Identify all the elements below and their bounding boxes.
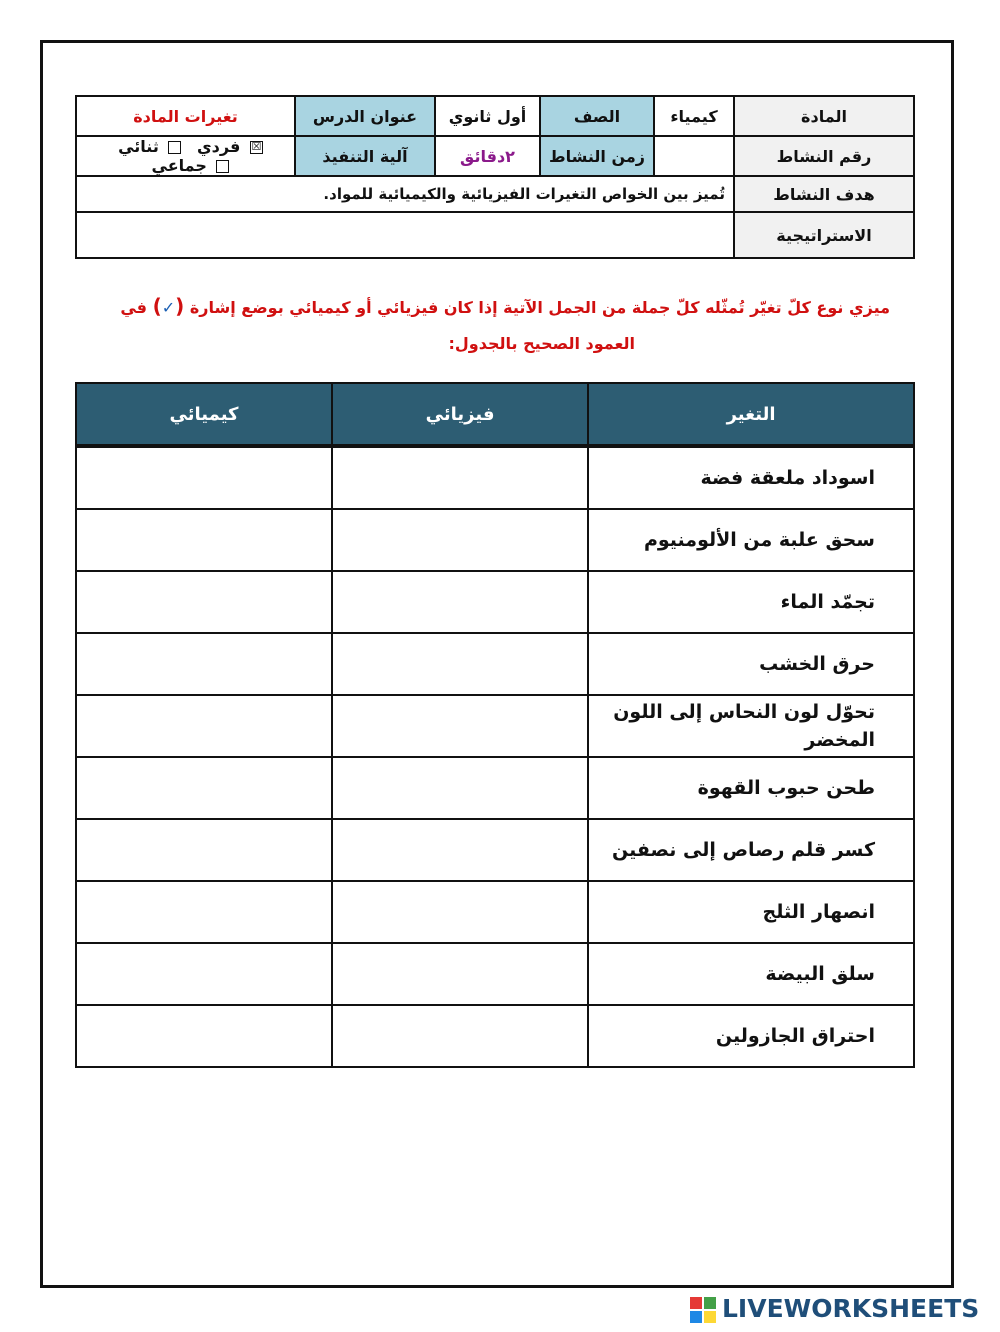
physical-answer-cell[interactable]: [332, 943, 588, 1005]
change-item: انصهار الثلج: [588, 881, 914, 943]
mode-pair-label: ثنائي: [118, 137, 159, 156]
table-row: [76, 695, 914, 757]
column-header-physical: فيزيائي: [332, 383, 588, 446]
table-row: [76, 633, 914, 695]
liveworksheets-logo: [690, 1295, 990, 1323]
activity-info-table: [75, 95, 915, 259]
chemical-answer-cell[interactable]: [76, 446, 332, 509]
mode-pair[interactable]: [118, 137, 181, 156]
logo-square-icon: [704, 1311, 716, 1323]
instruction-line1-end: في: [120, 298, 147, 317]
logo-square-icon: [704, 1297, 716, 1309]
table-row: [76, 943, 914, 1005]
table-row: [76, 446, 914, 509]
change-item: سحق علبة من الألومنيوم: [588, 509, 914, 571]
mode-individual-label: فردي: [197, 137, 241, 156]
grade-label: الصف: [540, 96, 654, 136]
lesson-title-value: تغيرات المادة: [76, 96, 295, 136]
strategy-value[interactable]: [76, 212, 734, 258]
change-item: احتراق الجازولين: [588, 1005, 914, 1067]
checkmark-icon: ✓: [161, 298, 176, 317]
physical-answer-cell[interactable]: [332, 757, 588, 819]
logo-square-icon: [690, 1311, 702, 1323]
mode-group[interactable]: [152, 156, 230, 175]
physical-answer-cell[interactable]: [332, 446, 588, 509]
change-item: كسر قلم رصاص إلى نصفين: [588, 819, 914, 881]
mechanism-label: آلية التنفيذ: [295, 136, 435, 176]
classification-table: [75, 382, 915, 1068]
empty-box-icon: [216, 160, 229, 173]
table-row: [76, 571, 914, 633]
instruction-text: [100, 288, 890, 362]
activity-number-value[interactable]: [654, 136, 734, 176]
chemical-answer-cell[interactable]: [76, 819, 332, 881]
chemical-answer-cell[interactable]: [76, 571, 332, 633]
table-row: [76, 757, 914, 819]
change-item: سلق البيضة: [588, 943, 914, 1005]
chemical-answer-cell[interactable]: [76, 695, 332, 757]
subject-value: كيمياء: [654, 96, 734, 136]
paren-open: (: [175, 294, 185, 318]
table-row: [76, 509, 914, 571]
column-header-chemical: كيميائي: [76, 383, 332, 446]
table-row: [76, 881, 914, 943]
activity-time-value: ٢دقائق: [435, 136, 540, 176]
mechanism-options: [76, 136, 295, 176]
physical-answer-cell[interactable]: [332, 695, 588, 757]
strategy-label: الاستراتيجية: [734, 212, 914, 258]
activity-number-label: رقم النشاط: [734, 136, 914, 176]
chemical-answer-cell[interactable]: [76, 757, 332, 819]
change-item: اسوداد ملعقة فضة: [588, 446, 914, 509]
paren-close: ): [152, 294, 162, 318]
chemical-answer-cell[interactable]: [76, 633, 332, 695]
brand-text: LIVEWORKSHEETS: [722, 1294, 980, 1323]
grade-value: أول ثانوي: [435, 96, 540, 136]
activity-time-label: زمن النشاط: [540, 136, 654, 176]
chemical-answer-cell[interactable]: [76, 881, 332, 943]
change-item: حرق الخشب: [588, 633, 914, 695]
goal-label: هدف النشاط: [734, 176, 914, 212]
physical-answer-cell[interactable]: [332, 571, 588, 633]
goal-value: تُميز بين الخواص التغيرات الفيزيائية والكيميائية للمواد.: [76, 176, 734, 212]
physical-answer-cell[interactable]: [332, 881, 588, 943]
change-item: تحوّل لون النحاس إلى اللون المخضر: [588, 695, 914, 757]
lesson-title-label: عنوان الدرس: [295, 96, 435, 136]
chemical-answer-cell[interactable]: [76, 509, 332, 571]
subject-label: المادة: [734, 96, 914, 136]
logo-square-icon: [690, 1297, 702, 1309]
column-header-change: التغير: [588, 383, 914, 446]
table-row: [76, 819, 914, 881]
physical-answer-cell[interactable]: [332, 819, 588, 881]
empty-box-icon: [168, 141, 181, 154]
change-item: تجمّد الماء: [588, 571, 914, 633]
checked-box-icon: ☒: [251, 140, 262, 153]
instruction-line1: ميزي نوع كلّ تغيّر تُمثّله كلّ جملة من الجمل الآتية إذا كان فيزيائي أو كيميائي بوضع إشارة: [189, 298, 890, 317]
physical-answer-cell[interactable]: [332, 633, 588, 695]
table-row: [76, 1005, 914, 1067]
mode-individual[interactable]: [197, 137, 263, 156]
chemical-answer-cell[interactable]: [76, 1005, 332, 1067]
physical-answer-cell[interactable]: [332, 1005, 588, 1067]
change-item: طحن حبوب القهوة: [588, 757, 914, 819]
physical-answer-cell[interactable]: [332, 509, 588, 571]
instruction-line2: العمود الصحيح بالجدول:: [448, 334, 635, 353]
mode-group-label: جماعي: [151, 156, 207, 175]
chemical-answer-cell[interactable]: [76, 943, 332, 1005]
